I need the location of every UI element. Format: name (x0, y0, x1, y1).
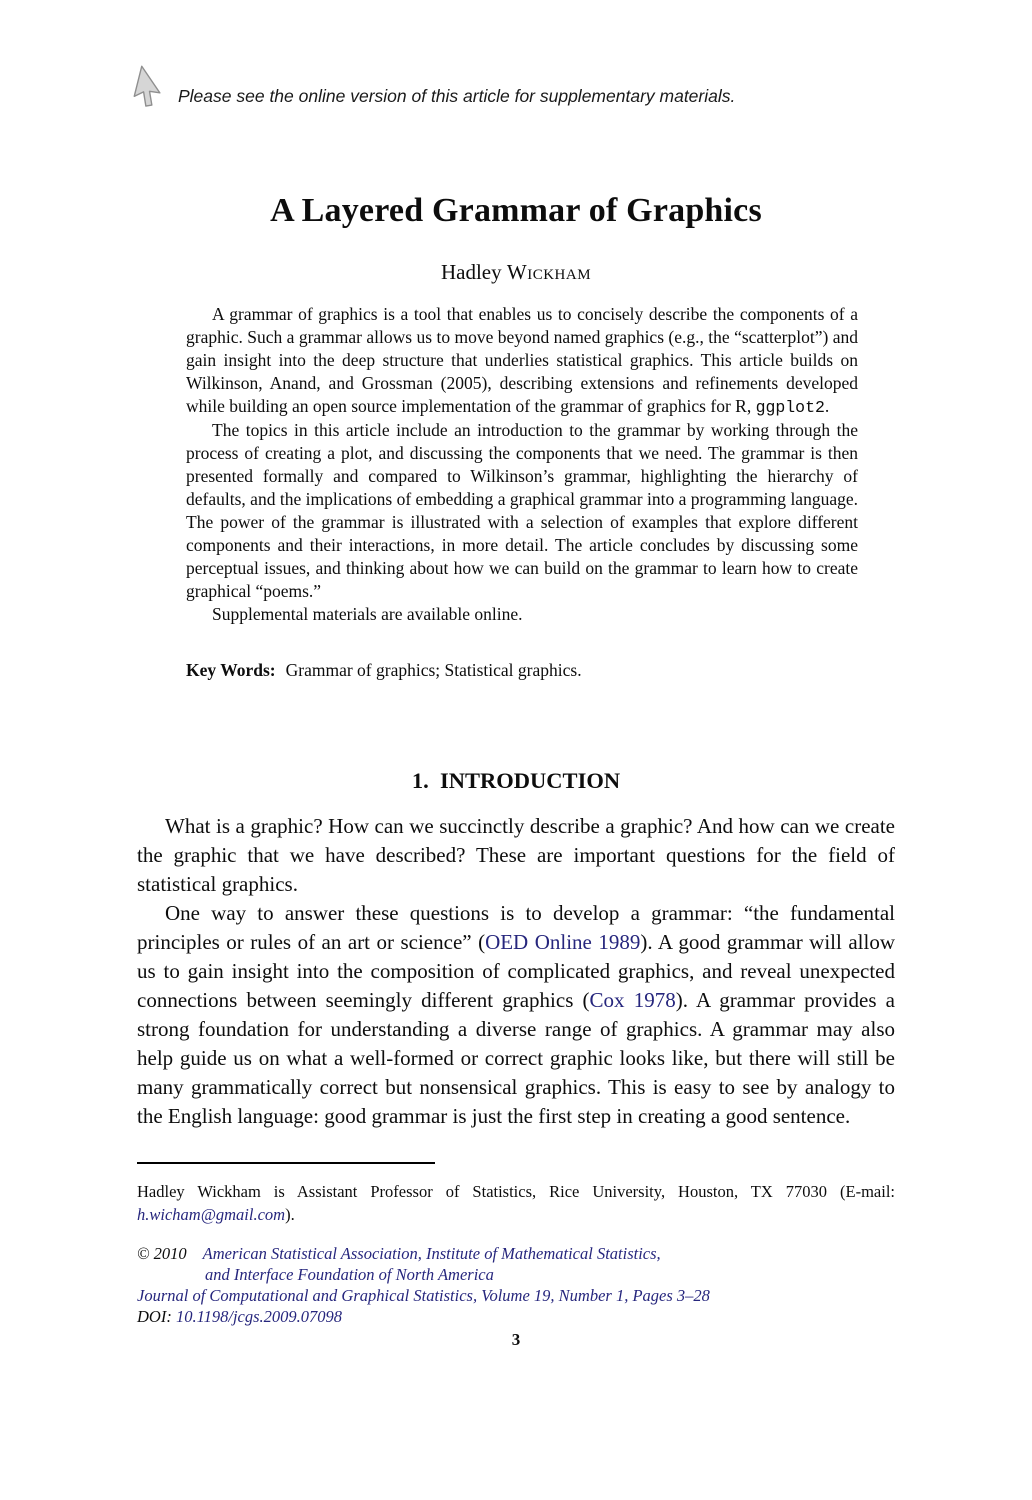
abstract-paragraph-1 (186, 303, 858, 419)
doi-link[interactable]: 10.1198/jcgs.2009.07098 (175, 1307, 343, 1326)
keywords-line (186, 660, 858, 681)
section-number: 1. (411, 768, 429, 793)
author-first-name: Hadley (440, 260, 502, 284)
author-last-name: Wickham (506, 260, 592, 284)
inline-code-ggplot2: ggplot2 (755, 398, 825, 417)
page-number: 3 (511, 1330, 521, 1349)
journal-link[interactable]: Journal of Computational and Graphical Statistics, Volume 19, Number 1, Pages 3–28 (137, 1286, 710, 1305)
intro-paragraph-2 (137, 899, 895, 1131)
citation-link-cox-1978[interactable]: Cox 1978 (589, 988, 676, 1012)
cursor-arrow-icon (130, 64, 170, 118)
journal-line (137, 1285, 895, 1306)
doi-line (137, 1306, 895, 1327)
supplementary-note (130, 64, 735, 118)
footnote-closing: ). (285, 1205, 295, 1224)
imprint-block (137, 1243, 895, 1327)
association-link-line2[interactable]: and Interface Foundation of North America (205, 1265, 494, 1284)
keywords-label: Key Words: (186, 660, 276, 680)
copyright-year: © 2010 (137, 1244, 187, 1263)
citation-link-oed-online-1989[interactable]: OED Online 1989 (485, 930, 641, 954)
abstract-p1-period: . (824, 396, 830, 416)
introduction-body (137, 812, 895, 1131)
doi-label: DOI: (137, 1307, 172, 1326)
email-link[interactable]: h.wicham@gmail.com (137, 1205, 286, 1224)
copyright-line (137, 1243, 895, 1264)
abstract-p1-text: A grammar of graphics is a tool that enables us to concisely describe the components of a graphic. Such a grammar allows us to move beyond named graphics (e.g., the “scatterplot”) and gain insight into the deep structure that underlies statistical graphics. This article builds on Wilkinson, Anand, and Grossman (2005), describing extensions and refinements developed while building an open source implementation of the grammar of graphics for R, (186, 304, 858, 416)
association-link-line1[interactable]: American Statistical Association, Institute of Mathematical Statistics, (202, 1244, 661, 1263)
section-label: INTRODUCTION (440, 768, 621, 793)
footnote-affiliation: Hadley Wickham is Assistant Professor of Statistics, Rice University, Houston, TX 77030 (E-mail: (137, 1182, 895, 1201)
intro-p2-seg2: ). A good grammar will allow us to gain insight into the composition of complicated graphics, and reveal unexpected connections between seemingly different graphics ( (137, 930, 895, 1012)
footnote-text (137, 1180, 895, 1226)
association-line-2 (137, 1264, 895, 1285)
supplementary-note-text: Please see the online version of this article for supplementary materials. (178, 86, 736, 106)
abstract-paragraph-2: The topics in this article include an introduction to the grammar by working through the process of creating a plot, and discussing the components that we need. The grammar is then presented formally and compared to Wilkinson’s grammar, highlighting the hierarchy of defaults, and the implications of embedding a graphical grammar into a programming language. The power of the grammar is illustrated with a selection of examples that explore different components and their interactions, in more detail. The article concludes by discussing some perceptual issues, and thinking about how we can build on the grammar to learn how to create graphical “poems.” (186, 420, 858, 601)
footnote-rule (137, 1162, 435, 1164)
intro-paragraph-1: What is a graphic? How can we succinctly describe a graphic? And how can we create the graphic that we have described? These are important questions for the field of statistical graphics. (137, 814, 895, 896)
paper-title: A Layered Grammar of Graphics (270, 192, 762, 229)
keywords-text: Grammar of graphics; Statistical graphics. (285, 660, 582, 680)
section-heading-introduction (0, 768, 1032, 794)
intro-p2-seg3: ). A grammar provides a strong foundation for understanding a diverse range of graphics. A grammar may also help guide us on what a well-formed or correct graphic looks like, but there will still be many grammatically correct but nonsensical graphics. This is easy to see by analogy to the English language: good grammar is just the first step in creating a good sentence. (137, 988, 896, 1128)
author-name (0, 260, 1032, 285)
intro-p2-seg1: One way to answer these questions is to develop a grammar: “the fundamental principles or rules of an art or science” ( (137, 901, 895, 954)
abstract (186, 303, 858, 626)
abstract-paragraph-3: Supplemental materials are available online. (212, 604, 523, 624)
